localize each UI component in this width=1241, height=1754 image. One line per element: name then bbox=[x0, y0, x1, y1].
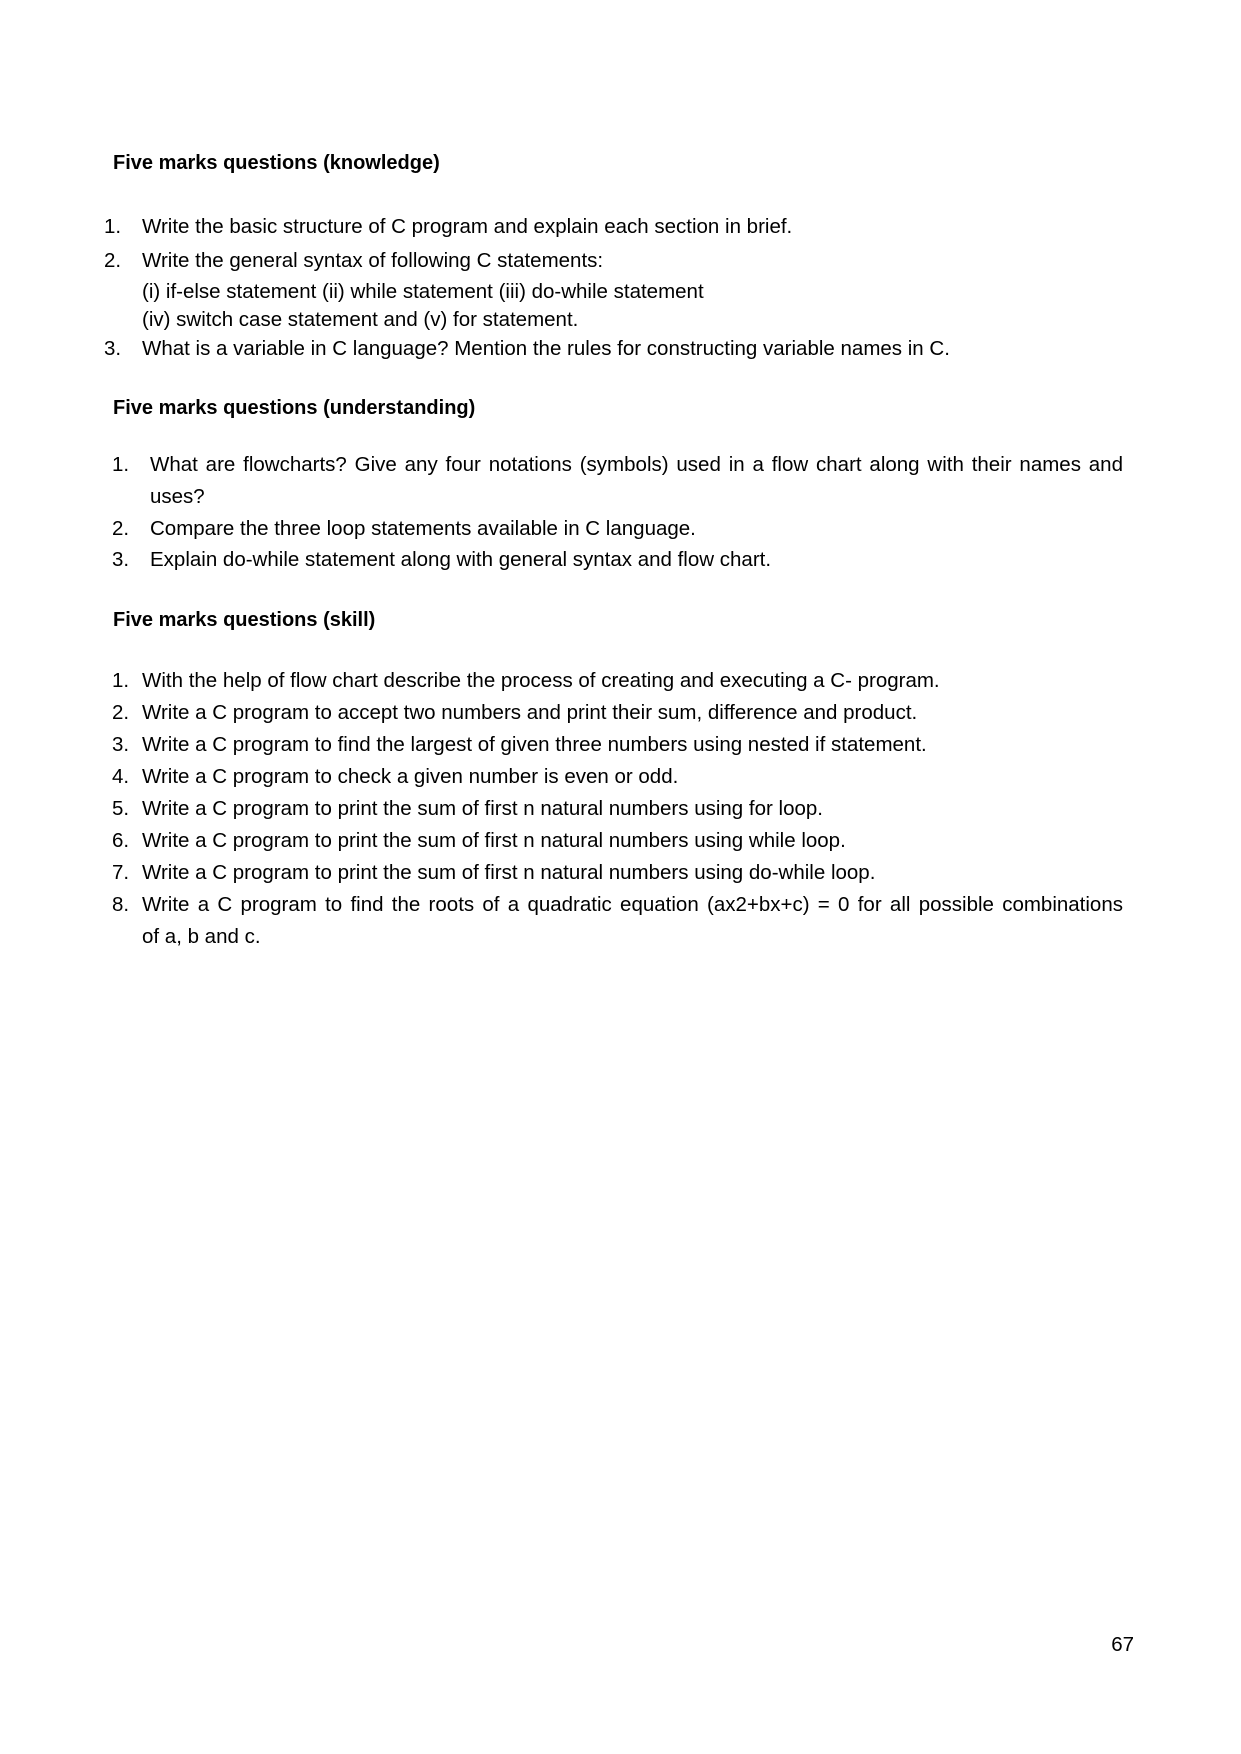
question-text: Write a C program to find the largest of given three numbers using nested if statement. bbox=[142, 733, 927, 756]
question-text: Write a C program to find the roots of a quadratic equation (ax2+bx+c) = 0 for all possible combinations bbox=[142, 893, 1123, 916]
item-number: 3. bbox=[112, 733, 130, 756]
item-number: 5. bbox=[112, 797, 130, 820]
item-number: 6. bbox=[112, 829, 130, 852]
question-text: Write a C program to check a given number is even or odd. bbox=[142, 765, 679, 788]
question-text: of a, b and c. bbox=[142, 925, 261, 948]
question-text: What is a variable in C language? Mention the rules for constructing variable names in C. bbox=[142, 337, 950, 360]
question-text: Compare the three loop statements available in C language. bbox=[150, 517, 696, 540]
question-text: With the help of flow chart describe the process of creating and executing a C- program. bbox=[142, 669, 940, 692]
question-text: Write a C program to print the sum of first n natural numbers using for loop. bbox=[142, 797, 823, 820]
question-text: Write the basic structure of C program and explain each section in brief. bbox=[142, 215, 793, 238]
question-text: Write a C program to accept two numbers and print their sum, difference and product. bbox=[142, 701, 918, 724]
question-text: (i) if-else statement (ii) while statement (iii) do-while statement bbox=[142, 280, 704, 303]
question-text: Explain do-while statement along with general syntax and flow chart. bbox=[150, 548, 772, 571]
item-number: 1. bbox=[112, 453, 130, 476]
item-number: 2. bbox=[104, 249, 122, 272]
item-number: 7. bbox=[112, 861, 130, 884]
item-number: 3. bbox=[104, 337, 122, 360]
page-number: 67 bbox=[1111, 1633, 1134, 1656]
item-number: 1. bbox=[112, 669, 130, 692]
question-text: What are flowcharts? Give any four notations (symbols) used in a flow chart along with their names and bbox=[150, 453, 1123, 476]
question-text: uses? bbox=[150, 485, 205, 508]
item-number: 3. bbox=[112, 548, 130, 571]
item-number: 1. bbox=[104, 215, 122, 238]
question-text: Write a C program to print the sum of first n natural numbers using while loop. bbox=[142, 829, 846, 852]
question-text: (iv) switch case statement and (v) for statement. bbox=[142, 308, 579, 331]
item-number: 4. bbox=[112, 765, 130, 788]
question-text: Write the general syntax of following C statements: bbox=[142, 249, 604, 272]
section-heading-skill: Five marks questions (skill) bbox=[113, 609, 376, 631]
item-number: 2. bbox=[112, 701, 130, 724]
item-number: 8. bbox=[112, 893, 130, 916]
section-heading-knowledge: Five marks questions (knowledge) bbox=[113, 152, 440, 174]
question-text: Write a C program to print the sum of first n natural numbers using do-while loop. bbox=[142, 861, 876, 884]
item-number: 2. bbox=[112, 517, 130, 540]
section-heading-understanding: Five marks questions (understanding) bbox=[113, 397, 476, 419]
